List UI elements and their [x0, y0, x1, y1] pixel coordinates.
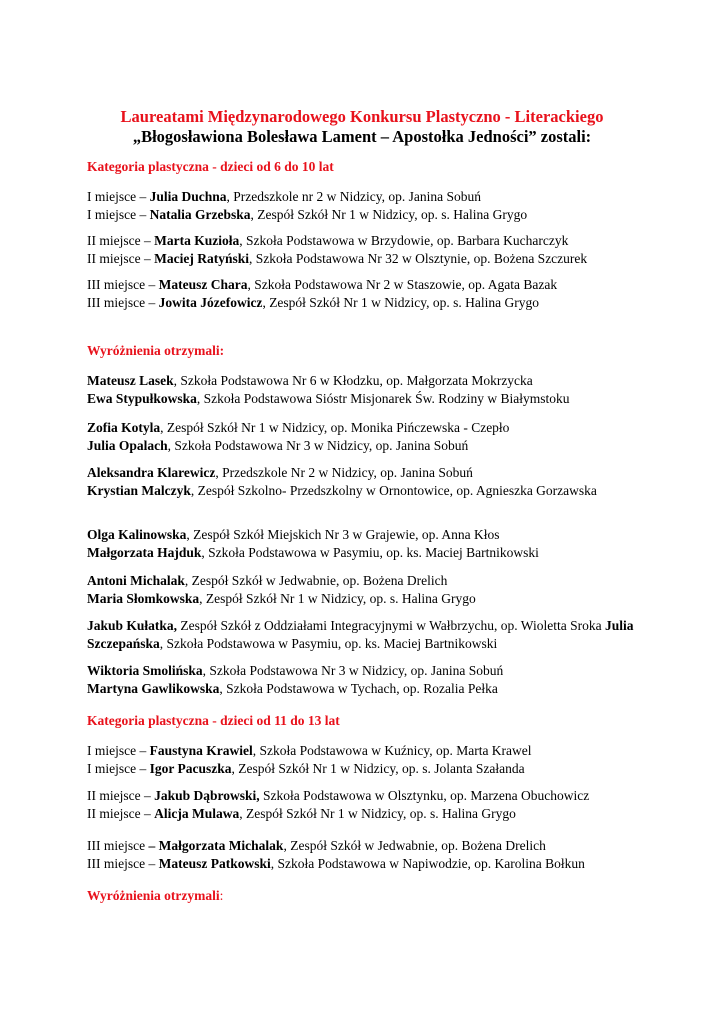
laureate-name: Mateusz Patkowski	[158, 855, 271, 871]
laureate-name: Alicja Mulawa	[154, 805, 240, 821]
entry-details: , Szkoła Podstawowa w Napiwodzie, op. Karolina Bołkun	[270, 855, 585, 871]
entry-details: , Zespół Szkół Nr 1 w Nidzicy, op. s. Halina Grygo	[239, 805, 516, 821]
entry-line	[87, 837, 657, 855]
entry-line	[87, 526, 657, 544]
entry-line	[87, 482, 657, 500]
laureate-name: Mateusz Chara	[158, 277, 248, 292]
entry-line	[87, 276, 657, 294]
entry-details: , Zespół Szkół Nr 1 w Nidzicy, op. s. Halina Grygo	[250, 206, 528, 222]
title-line-1: Laureatami Międzynarodowego Konkursu Plastyczno - Literackiego	[120, 107, 604, 126]
entry-details: Szkoła Podstawowa w Olsztynku, op. Marzena Obuchowicz	[259, 788, 590, 803]
laureate-name: Natalia Grzebska	[149, 206, 251, 222]
entry-line	[87, 419, 657, 437]
laureate-name: Marta Kuzioła	[154, 233, 240, 248]
place-label: I miejsce –	[87, 743, 150, 758]
laureate-name: Antoni Michalak	[87, 573, 185, 588]
laureate-name: Olga Kalinowska	[87, 527, 187, 542]
entry-details: , Szkoła Podstawowa w Pasymiu, op. ks. Maciej Bartnikowski	[201, 544, 539, 560]
entry-line	[87, 662, 657, 680]
entry-line	[87, 760, 657, 778]
entry-line	[87, 680, 657, 698]
entry-line	[87, 742, 657, 760]
entry-line	[87, 188, 657, 206]
distinction-group	[87, 419, 657, 454]
laureate-name: Jakub Kułatka,	[87, 618, 178, 633]
entry-details: , Zespół Szkół w Jedwabnie, op. Bożena Drelich	[283, 838, 546, 853]
places-third	[87, 276, 657, 311]
entry-line	[87, 544, 657, 562]
place-label: I miejsce –	[87, 206, 150, 222]
laureate-name: Julia Szczepańska	[87, 618, 634, 651]
entry-line	[87, 437, 657, 455]
entry-details: , Zespół Szkół Nr 1 w Nidzicy, op. s. Halina Grygo	[199, 590, 476, 606]
entry-details: , Szkoła Podstawowa w Kuźnicy, op. Marta Krawel	[252, 743, 532, 758]
entry-details: , Szkoła Podstawowa w Brzydowie, op. Barbara Kucharczyk	[239, 233, 569, 248]
entry-details: , Przedszkole nr 2 w Nidzicy, op. Janina Sobuń	[226, 189, 481, 204]
document-title	[60, 107, 664, 147]
category-heading-11-13: Kategoria plastyczna - dzieci od 11 do 13 lat	[87, 713, 340, 728]
laureate-name: Maciej Ratyński	[154, 250, 249, 266]
entry-details: , Przedszkole Nr 2 w Nidzicy, op. Janina Sobuń	[215, 465, 473, 480]
place-label: III miejsce –	[87, 855, 159, 871]
laureate-name: Igor Pacuszka	[149, 760, 232, 776]
entry-details: , Szkoła Podstawowa Nr 3 w Nidzicy, op. Janina Sobuń	[167, 437, 469, 453]
laureate-name: Małgorzata Hajduk	[87, 544, 202, 560]
laureate-name: Wiktoria Smolińska	[87, 663, 203, 678]
entry-details: , Szkoła Podstawowa Sióstr Misjonarek Św. Rodziny w Białymstoku	[196, 390, 570, 406]
entry-line	[87, 855, 657, 873]
laureate-name: Zofia Kotyla	[87, 420, 161, 435]
entry-line	[87, 787, 657, 805]
distinction-group	[87, 526, 657, 561]
entry-line	[87, 617, 657, 652]
entry-details: , Zespół Szkół Nr 1 w Nidzicy, op. s. Jolanta Szałanda	[231, 760, 525, 776]
place-label: II miejsce –	[87, 788, 155, 803]
laureate-name: Faustyna Krawiel	[149, 743, 253, 758]
places-second	[87, 232, 657, 267]
entry-details: , Zespół Szkół Nr 1 w Nidzicy, op. Monika Pińczewska - Czepło	[160, 420, 510, 435]
entry-details: , Zespół Szkół w Jedwabnie, op. Bożena Drelich	[184, 573, 448, 588]
distinction-group	[87, 464, 657, 499]
place-label: III miejsce –	[87, 277, 159, 292]
entry-line	[87, 294, 657, 312]
distinction-group	[87, 572, 657, 607]
laureate-name: Maria Słomkowska	[87, 590, 200, 606]
place-label: I miejsce –	[87, 189, 150, 204]
distinction-group	[87, 617, 657, 652]
distinctions-heading-text: Wyróżnienia otrzymali	[87, 888, 220, 903]
entry-line	[87, 590, 657, 608]
entry-details: , Szkoła Podstawowa w Tychach, op. Rozalia Pełka	[219, 680, 498, 696]
laureate-name: Mateusz Lasek	[87, 373, 174, 388]
place-label: II miejsce –	[87, 233, 155, 248]
distinctions-heading: Wyróżnienia otrzymali:	[87, 343, 225, 358]
entry-details: , Szkoła Podstawowa Nr 32 w Olsztynie, op. Bożena Szczurek	[248, 250, 588, 266]
entry-line	[87, 206, 657, 224]
entry-line	[87, 464, 657, 482]
entry-line	[87, 805, 657, 823]
entry-details: , Zespół Szkolno- Przedszkolny w Ornontowice, op. Agnieszka Gorzawska	[190, 482, 597, 498]
laureate-name: Aleksandra Klarewicz	[87, 465, 216, 480]
distinctions-heading	[87, 887, 657, 905]
place-label: II miejsce –	[87, 805, 155, 821]
places-first	[87, 188, 657, 223]
entry-details: , Szkoła Podstawowa Nr 6 w Kłodzku, op. Małgorzata Mokrzycka	[173, 373, 533, 388]
entry-details: , Zespół Szkół Miejskich Nr 3 w Grajewie, op. Anna Kłos	[186, 527, 500, 542]
entry-details: , Szkoła Podstawowa w Pasymiu, op. ks. Maciej Bartnikowski	[159, 635, 498, 651]
place-label: III miejsce	[87, 838, 149, 853]
entry-line	[87, 232, 657, 250]
laureate-name: Ewa Stypułkowska	[87, 390, 197, 406]
distinctions-heading-colon: :	[219, 888, 224, 903]
entry-line	[87, 250, 657, 268]
places-third	[87, 837, 657, 872]
places-second	[87, 787, 657, 822]
laureate-name: – Małgorzata Michalak	[148, 838, 284, 853]
laureate-name: Jakub Dąbrowski,	[154, 788, 260, 803]
entry-details: Zespół Szkół z Oddziałami Integracyjnymi w Wałbrzychu, op. Wioletta Sroka	[177, 618, 605, 633]
distinction-group	[87, 662, 657, 697]
entry-line	[87, 572, 657, 590]
distinction-group	[87, 372, 657, 407]
laureate-name: Julia Duchna	[149, 189, 227, 204]
laureate-name: Julia Opalach	[87, 437, 168, 453]
laureate-name: Krystian Malczyk	[87, 482, 191, 498]
entry-details: , Zespół Szkół Nr 1 w Nidzicy, op. s. Halina Grygo	[262, 294, 540, 310]
place-label: III miejsce –	[87, 294, 159, 310]
laureate-name: Jowita Józefowicz	[158, 294, 263, 310]
entry-details: , Szkoła Podstawowa Nr 3 w Nidzicy, op. Janina Sobuń	[202, 663, 504, 678]
entry-line	[87, 390, 657, 408]
place-label: II miejsce –	[87, 250, 155, 266]
entry-line	[87, 372, 657, 390]
title-line-2: „Błogosławiona Bolesława Lament – Apostołka Jedności” zostali:	[132, 127, 592, 146]
place-label: I miejsce –	[87, 760, 150, 776]
laureate-name: Martyna Gawlikowska	[87, 680, 220, 696]
entry-details: , Szkoła Podstawowa Nr 2 w Staszowie, op. Agata Bazak	[247, 277, 558, 292]
category-heading-6-10: Kategoria plastyczna - dzieci od 6 do 10 lat	[87, 159, 334, 174]
places-first	[87, 742, 657, 777]
